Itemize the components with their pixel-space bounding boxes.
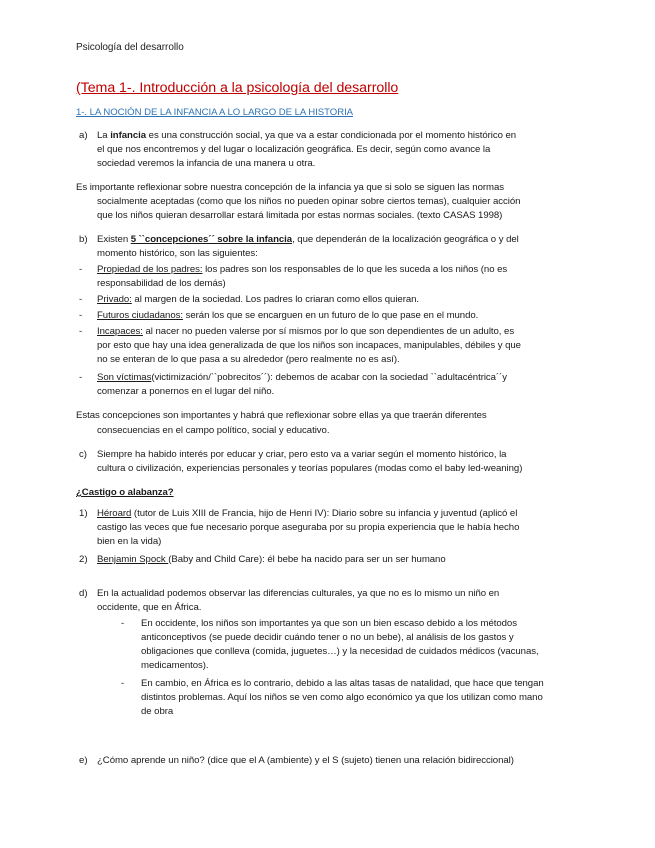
bullet-cont: no se enteran de lo que pasa a su alrededor (pero realmente no es así). (97, 354, 400, 365)
sub-bullet-line: medicamentos). (141, 660, 209, 671)
list-marker-d: d) (79, 588, 88, 599)
paragraph-line: consecuencias en el campo político, social y educativo. (97, 425, 330, 436)
sub-bullet-line: de obra (141, 706, 174, 717)
paragraph-line: Es importante reflexionar sobre nuestra concepción de la infancia ya que si solo se siguen las normas (76, 182, 504, 193)
item-d-line1: En la actualidad podemos observar las diferencias culturales, ya que no es lo mismo un niño en (97, 588, 500, 599)
sub-bullet-line: anticonceptivos (se puede decidir cuándo tener o no un bebe), al análisis de los gastos y (141, 632, 514, 643)
numbered-marker: 1) (79, 508, 88, 519)
bullet-item: Futuros ciudadanos: serán los que se encarguen en un futuro de lo que pase en el mundo. (97, 310, 479, 321)
sub-bullet-dash: - (121, 678, 125, 689)
bold-term: 5 ``concepciones´´ sobre la infancia (130, 234, 293, 245)
page-header: Psicología del desarrollo (76, 42, 184, 53)
bullet-dash: - (79, 294, 83, 305)
bullet-item: Privado: al margen de la sociedad. Los padres lo criaran como ellos quieran. (97, 294, 420, 305)
list-marker-b: b) (79, 234, 88, 245)
sub-bullet-line: En cambio, en África es lo contrario, debido a las altas tasas de natalidad, que hace que tengan (141, 678, 544, 689)
numbered-item: Héroard (tutor de Luis XIII de Francia, hijo de Henri IV): Diario sobre su infancia y juventud (aplicó el (97, 508, 518, 519)
bullet-cont: responsabilidad de los demás) (97, 278, 226, 289)
bullet-item: Son víctimas(victimización/``pobrecitos´´): debemos de acabar con la sociedad ``adultacéntrica´´y (97, 372, 507, 383)
bullet-item: Incapaces: al nacer no pueden valerse por sí mismos por lo que son dependientes de un adulto, es (97, 326, 515, 337)
bullet-item: Propiedad de los padres: los padres son los responsables de lo que les suceda a los niños (no es (97, 264, 508, 275)
sub-bullet-line: distintos problemas. Aquí los niños se ven como algo económico ya que los utilizan como mano (141, 692, 543, 703)
list-marker-e: e) (79, 755, 88, 766)
item-c-line1: Siempre ha habido interés por educar y criar, pero esto va a variar según el momento histórico, la (97, 449, 507, 460)
bold-term: infancia (110, 130, 147, 141)
paragraph-line: Estas concepciones son importantes y habrá que reflexionar sobre ellas ya que traerán diferentes (76, 410, 487, 421)
sub-bullet-line: obligaciones que conlleva (comida, juguetes…) y la necesidad de cuidados médicos (vacunas, (141, 646, 539, 657)
bullet-dash: - (79, 310, 83, 321)
item-b-line2: momento histórico, son las siguientes: (97, 248, 258, 259)
sub-bullet-dash: - (121, 618, 125, 629)
paragraph-line: que los niños quieran desarrollar estará limitada por estas normas sociales. (texto CASAS 1998) (97, 210, 503, 221)
bullet-cont: comenzar a ponernos en el lugar del niño. (97, 386, 275, 397)
bullet-cont: por esto que hay una idea generalizada de que los niños son incapaces, manipulables, débiles y que (97, 340, 521, 351)
list-marker-a: a) (79, 130, 88, 141)
sub-bullet-line: En occidente, los niños son importantes ya que son un bien escaso debido a los métodos (141, 618, 517, 629)
item-b-line1: Existen 5 ``concepciones´´ sobre la infancia, que dependerán de la localización geográfica o y del (97, 234, 519, 245)
list-marker-c: c) (79, 449, 87, 460)
numbered-marker: 2) (79, 554, 88, 565)
bullet-dash: - (79, 326, 83, 337)
bullet-dash: - (79, 372, 83, 383)
bullet-dash: - (79, 264, 83, 275)
paragraph-line: socialmente aceptadas (como que los niños no pueden opinar sobre ciertos temas), cualquier acción (97, 196, 521, 207)
item-d-line2: occidente, que en África. (97, 602, 202, 613)
numbered-cont: castigo las veces que fue necesario porque aseguraba por su propia experiencia que le había hecho (97, 522, 520, 533)
item-c-line2: cultura o civilización, experiencias personales y teorías populares (modas como el baby led-weaning) (97, 463, 523, 474)
subheading-question: ¿Castigo o alabanza? (76, 487, 174, 498)
item-a-line3: sociedad veremos la infancia de una manera u otra. (97, 158, 316, 169)
item-e-line1: ¿Cómo aprende un niño? (dice que el A (ambiente) y el S (sujeto) tienen una relación bidireccional) (97, 755, 514, 766)
numbered-item: Benjamin Spock (Baby and Child Care): él bebe ha nacido para ser un ser humano (97, 554, 446, 565)
page-title: (Tema 1-. Introducción a la psicología del desarrollo (76, 80, 399, 96)
numbered-cont: bien en la vida) (97, 536, 162, 547)
item-a-line1: La infancia es una construcción social, ya que va a estar condicionada por el momento histórico en (97, 130, 517, 141)
section-heading: 1-. LA NOCIÓN DE LA INFANCIA A LO LARGO DE LA HISTORIA (76, 107, 354, 118)
item-a-line2: el que nos encontremos y del lugar o localización geográfica. Es decir, según como avance la (97, 144, 491, 155)
